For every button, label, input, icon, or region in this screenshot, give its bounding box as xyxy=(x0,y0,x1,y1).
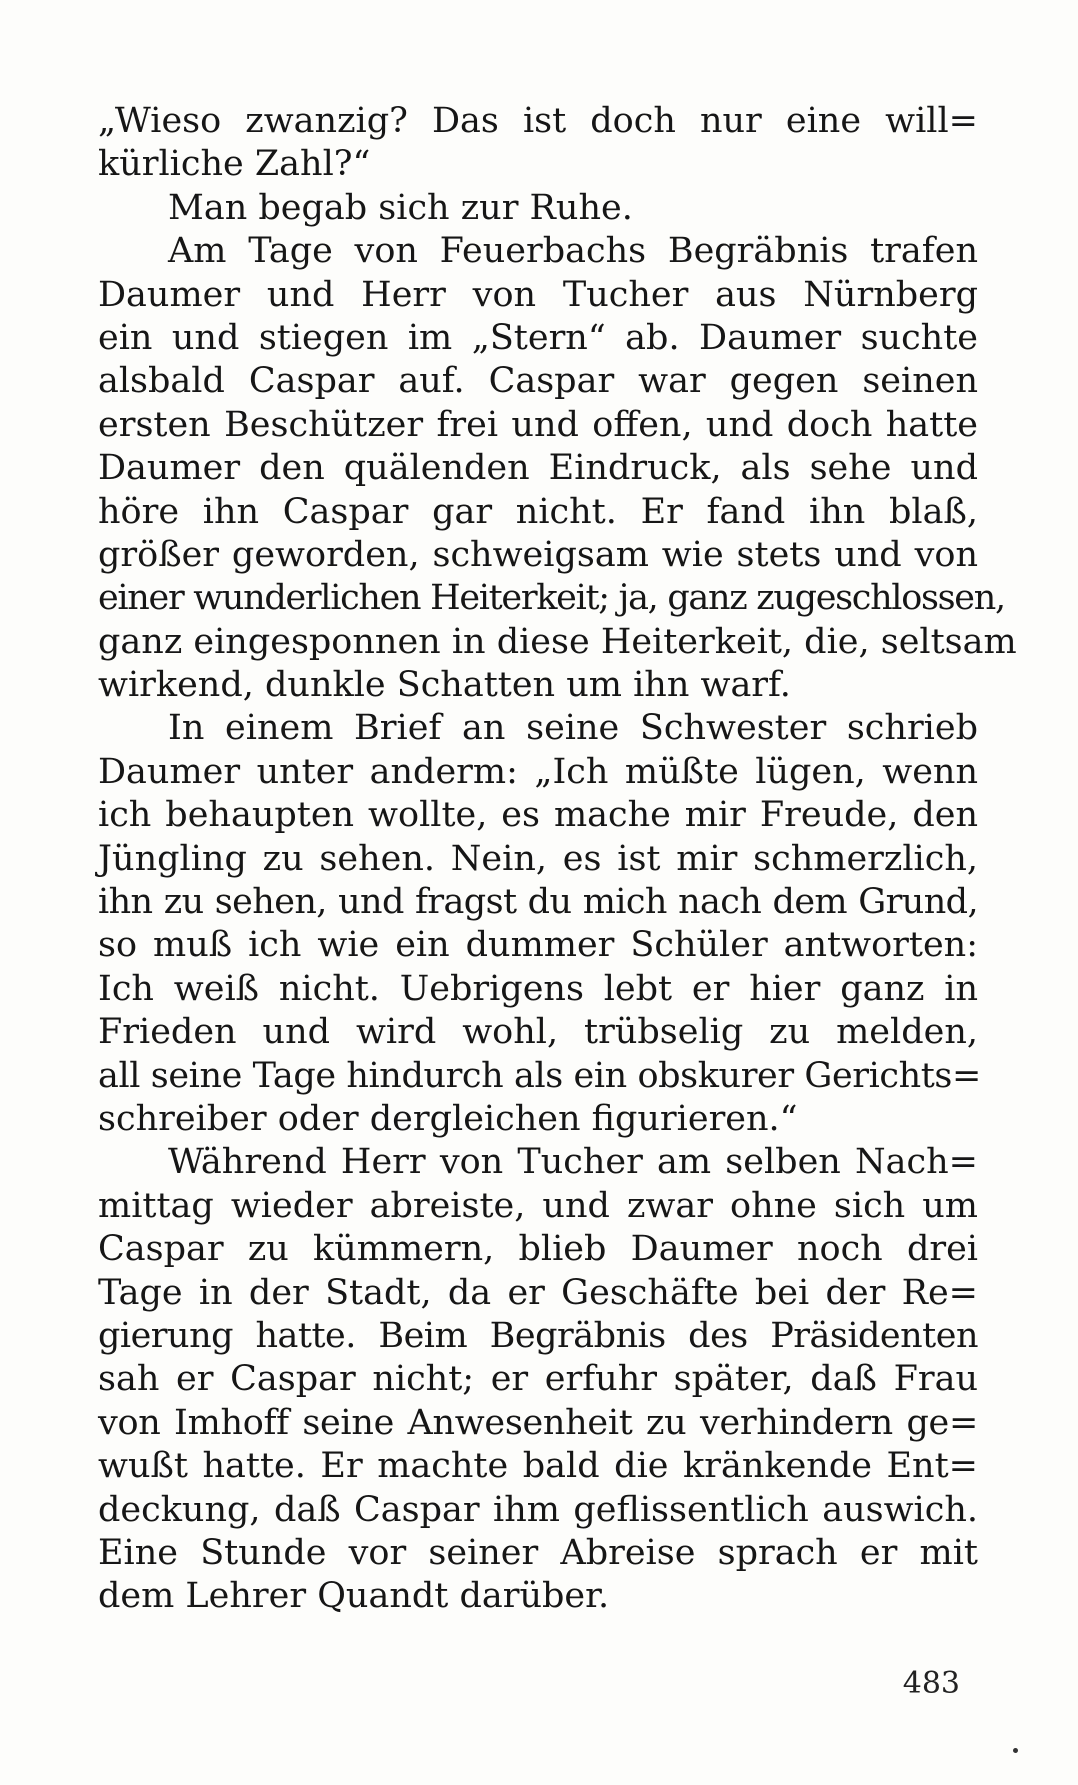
text-line-8: ersten Beschützer frei und offen, und doch hatte xyxy=(98,404,978,445)
text-line-35: dem Lehrer Quandt darüber. xyxy=(98,1576,610,1617)
text-line-11: größer geworden, schweigsam wie stets und von xyxy=(98,534,978,575)
text-line-5: Daumer und Herr von Tucher aus Nürnberg xyxy=(98,274,978,315)
text-line-4: Am Tage von Feuerbachs Begräbnis trafen xyxy=(168,231,978,272)
text-line-6: ein und stiegen im „Stern“ ab. Daumer suchte xyxy=(98,317,978,358)
text-line-12: einer wunderlichen Heiterkeit; ja, ganz zugeschlossen, xyxy=(98,578,1005,619)
text-line-24: schreiber oder dergleichen figurieren.“ xyxy=(98,1098,798,1139)
text-line-10: höre ihn Caspar gar nicht. Er fand ihn blaß, xyxy=(98,491,978,532)
print-speck xyxy=(1013,1748,1018,1753)
text-line-7: alsbald Caspar auf. Caspar war gegen seinen xyxy=(98,361,978,402)
page-number: 483 xyxy=(902,1666,960,1701)
text-line-22: Frieden und wird wohl, trübselig zu melden, xyxy=(98,1012,978,1053)
text-line-34: Eine Stunde vor seiner Abreise sprach er mit xyxy=(98,1532,978,1573)
body-text xyxy=(98,100,1017,1619)
text-line-29: gierung hatte. Beim Begräbnis des Präsidenten xyxy=(98,1315,978,1356)
text-line-20: so muß ich wie ein dummer Schüler antworten: xyxy=(98,925,978,966)
text-line-28: Tage in der Stadt, da er Geschäfte bei der Re= xyxy=(98,1272,978,1313)
text-line-17: ich behaupten wollte, es mache mir Freude, den xyxy=(98,795,978,836)
text-line-18: Jüngling zu sehen. Nein, es ist mir schmerzlich, xyxy=(98,838,978,879)
text-line-26: mittag wieder abreiste, und zwar ohne sich um xyxy=(98,1185,978,1226)
text-line-31: von Imhoff seine Anwesenheit zu verhindern ge= xyxy=(98,1402,978,1443)
text-line-25: Während Herr von Tucher am selben Nach= xyxy=(168,1142,978,1183)
text-line-9: Daumer den quälenden Eindruck, als sehe und xyxy=(98,448,978,489)
text-line-21: Ich weiß nicht. Uebrigens lebt er hier ganz in xyxy=(98,968,978,1009)
text-line-33: deckung, daß Caspar ihm geflissentlich auswich. xyxy=(98,1489,978,1530)
text-line-16: Daumer unter anderm: „Ich müßte lügen, wenn xyxy=(98,751,978,792)
text-line-15: In einem Brief an seine Schwester schrieb xyxy=(168,708,978,749)
text-line-1: „Wieso zwanzig? Das ist doch nur eine will= xyxy=(98,101,978,141)
text-line-13: ganz eingesponnen in diese Heiterkeit, die, seltsam xyxy=(98,621,1017,662)
text-line-3: Man begab sich zur Ruhe. xyxy=(168,187,633,228)
text-line-19: ihn zu sehen, und fragst du mich nach dem Grund, xyxy=(98,882,978,923)
text-line-32: wußt hatte. Er machte bald die kränkende Ent= xyxy=(98,1446,978,1487)
text-line-23: all seine Tage hindurch als ein obskurer Gerichts= xyxy=(98,1055,981,1096)
text-line-14: wirkend, dunkle Schatten um ihn warf. xyxy=(98,665,791,706)
text-line-2: kürliche Zahl?“ xyxy=(98,144,371,185)
text-line-30: sah er Caspar nicht; er erfuhr später, daß Frau xyxy=(98,1359,978,1400)
text-line-27: Caspar zu kümmern, blieb Daumer noch drei xyxy=(98,1229,978,1270)
